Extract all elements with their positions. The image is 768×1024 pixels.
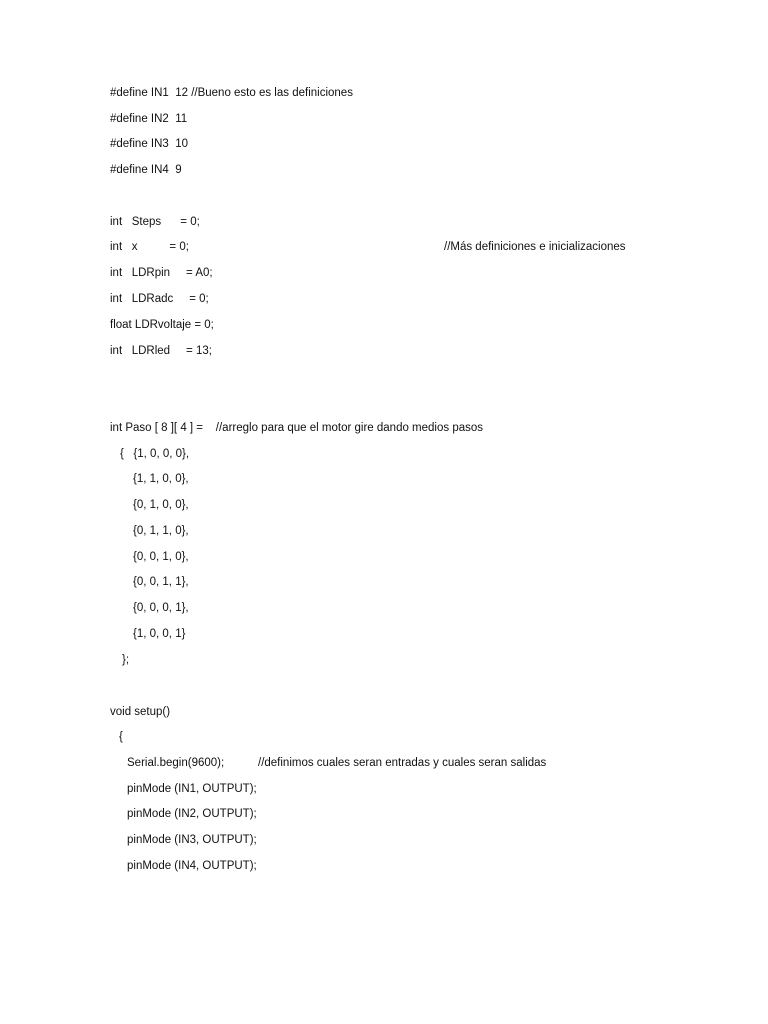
- ldrvoltaje-declaration: float LDRvoltaje = 0;: [110, 319, 214, 331]
- paso-array-row: { {1, 0, 0, 0},: [120, 448, 190, 460]
- define-in2-line: #define IN2 11: [110, 113, 188, 125]
- x-comment: //Más definiciones e inicializaciones: [444, 241, 626, 253]
- ldradc-declaration: int LDRadc = 0;: [110, 293, 209, 305]
- paso-array-row: {1, 1, 0, 0},: [133, 473, 189, 485]
- paso-array-row: {0, 0, 1, 0},: [133, 551, 189, 563]
- ldrled-declaration: int LDRled = 13;: [110, 345, 212, 357]
- paso-array-row: {0, 0, 0, 1},: [133, 602, 189, 614]
- paso-array-row: {0, 1, 1, 0},: [133, 525, 189, 537]
- paso-array-row: {0, 0, 1, 1},: [133, 576, 189, 588]
- x-declaration: int x = 0;: [110, 241, 189, 253]
- define-in4-line: #define IN4 9: [110, 164, 182, 176]
- pinmode-in1-line: pinMode (IN1, OUTPUT);: [127, 783, 257, 795]
- define-in3-line: #define IN3 10: [110, 138, 189, 150]
- setup-open-brace: {: [119, 731, 123, 743]
- paso-array-row: {1, 0, 0, 1}: [133, 628, 186, 640]
- setup-signature: void setup(): [110, 706, 171, 718]
- define-in1-line: #define IN1 12 //Bueno esto es las definiciones: [110, 87, 353, 99]
- steps-declaration: int Steps = 0;: [110, 216, 200, 228]
- ldrpin-declaration: int LDRpin = A0;: [110, 267, 213, 279]
- paso-array-declaration: int Paso [ 8 ][ 4 ] = //arreglo para que el motor gire dando medios pasos: [110, 422, 484, 434]
- pinmode-in3-line: pinMode (IN3, OUTPUT);: [127, 834, 257, 846]
- paso-array-row: {0, 1, 0, 0},: [133, 499, 189, 511]
- serial-begin-line: Serial.begin(9600);: [127, 757, 225, 769]
- pinmode-in2-line: pinMode (IN2, OUTPUT);: [127, 808, 257, 820]
- serial-comment: //definimos cuales seran entradas y cuales seran salidas: [258, 757, 547, 769]
- paso-array-closing: };: [122, 654, 130, 666]
- pinmode-in4-line: pinMode (IN4, OUTPUT);: [127, 860, 257, 872]
